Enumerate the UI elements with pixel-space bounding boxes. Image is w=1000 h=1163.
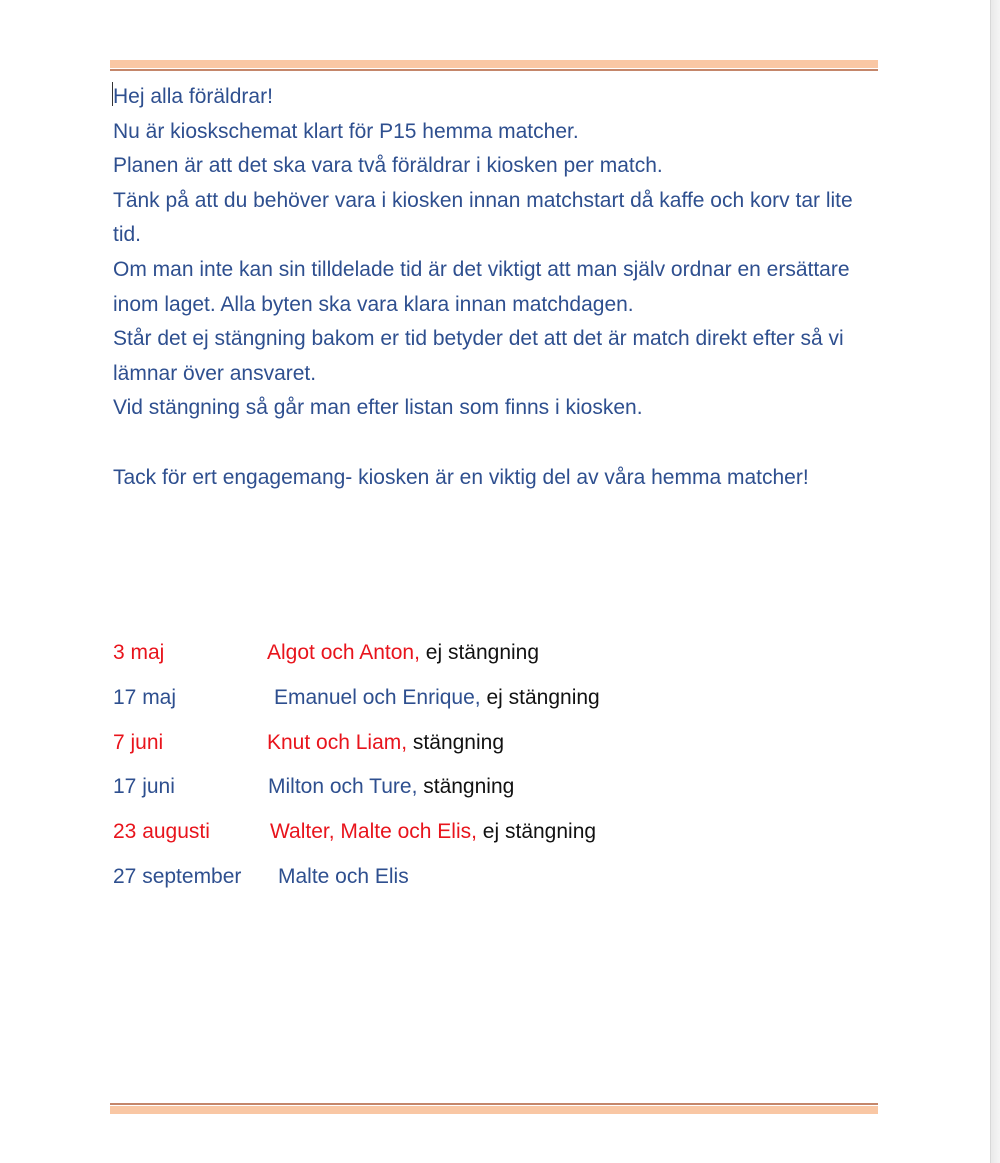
schedule-assignment (267, 636, 539, 670)
schedule-names: Algot och Anton, (267, 641, 420, 664)
footer-rule-thick (110, 1106, 878, 1114)
schedule-closing-note: stängning (407, 730, 505, 754)
schedule-assignment (267, 726, 504, 760)
paragraph-replacement: Om man inte kan sin tilldelade tid är det viktigt att man själv ordnar en ersättare inom laget. Alla byten ska vara klara innan matchdagen. (113, 257, 850, 316)
schedule-date: 23 augusti (113, 820, 210, 844)
header-rule-thin (110, 69, 878, 71)
schedule-names: Walter, Malte och Elis, (270, 820, 477, 844)
schedule-closing-note: ej stängning (419, 641, 540, 664)
paragraph-thanks: Tack för ert engagemang- kiosken är en viktig del av våra hemma matcher! (113, 465, 809, 489)
schedule-names: Emanuel och Enrique, (274, 685, 481, 709)
paragraph-schedule-ready: Nu är kioskschemat klart för P15 hemma matcher. (113, 119, 579, 143)
footer-rule-thin (110, 1103, 878, 1105)
paragraph-spacer (113, 426, 883, 461)
schedule-closing-note: ej stängning (476, 820, 597, 844)
schedule-closing-note: ej stängning (480, 685, 600, 709)
schedule-assignment (270, 815, 596, 849)
page-edge (990, 0, 1000, 1163)
schedule-assignment (268, 770, 514, 804)
schedule-names: Knut och Liam, (267, 730, 408, 754)
schedule-date: 17 juni (113, 775, 175, 799)
schedule-names: Milton och Ture, (268, 775, 418, 799)
schedule-date: 17 maj (113, 685, 177, 709)
schedule-assignment (274, 681, 600, 715)
paragraph-closing-note: Står det ej stängning bakom er tid betyder det att det är match direkt efter så vi lämnar över ansvaret. (113, 327, 844, 385)
footer-rule (110, 1103, 878, 1115)
greeting: Hej alla föräldrar! (113, 85, 273, 108)
paragraph-closing-list: Vid stängning så går man efter listan som finns i kiosken. (113, 396, 643, 420)
schedule-date: 7 juni (113, 730, 164, 754)
letter-body[interactable] (113, 80, 883, 495)
paragraph-two-parents: Planen är att det ska vara två föräldrar i kiosken per match. (113, 154, 663, 178)
header-rule-thick (110, 60, 878, 68)
schedule-closing-note: stängning (417, 775, 515, 799)
schedule-date: 27 september (113, 864, 242, 888)
header-rule (110, 60, 878, 72)
schedule-assignment (278, 860, 409, 894)
schedule-names: Malte och Elis (278, 864, 409, 888)
schedule-date: 3 maj (113, 641, 165, 664)
paragraph-arrive-early: Tänk på att du behöver vara i kiosken innan matchstart då kaffe och korv tar lite tid. (113, 188, 853, 247)
